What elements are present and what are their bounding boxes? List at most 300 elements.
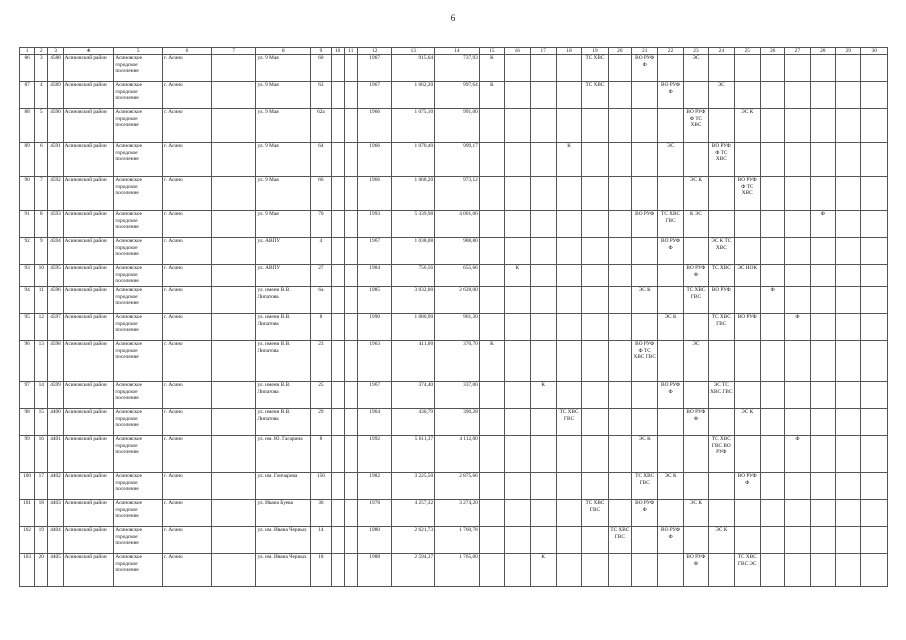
cell-col10	[331, 55, 344, 82]
cell-index: 5	[35, 109, 48, 143]
cell-col11	[344, 527, 357, 554]
column-header-4: 4	[63, 48, 114, 55]
cell-c24	[709, 473, 734, 500]
cell-c17	[530, 211, 556, 238]
cell-col11	[344, 55, 357, 82]
cell-c21	[632, 265, 658, 287]
cell-c24	[709, 177, 734, 211]
cell-row-number: 87	[20, 82, 35, 109]
cell-year-built: 1990	[357, 314, 392, 341]
column-header-1: 1	[20, 48, 35, 55]
cell-c16	[505, 143, 530, 177]
cell-street: ул. им. Гончарова	[256, 473, 311, 500]
cell-c30	[861, 82, 888, 109]
cell-year-built: 1967	[357, 55, 392, 82]
cell-municipality: Асиновский район	[63, 527, 114, 554]
cell-c20	[608, 109, 631, 143]
cell-year-built: 1993	[357, 211, 392, 238]
cell-c20	[608, 554, 631, 587]
cell-c23: ВО РУФ Ф	[683, 265, 708, 287]
cell-c22: ТС ХВС ГВС	[658, 211, 683, 238]
cell-c21	[632, 143, 658, 177]
cell-c19	[582, 473, 608, 500]
cell-c21	[632, 554, 658, 587]
table-row	[20, 82, 888, 109]
cell-col11	[344, 143, 357, 177]
cell-c30	[861, 238, 888, 265]
cell-city: г. Асино	[163, 287, 212, 314]
cell-col11	[344, 314, 357, 341]
cell-col11	[344, 554, 357, 587]
cell-total-area: 4 257,32	[392, 500, 435, 527]
cell-year-built: 1967	[357, 82, 392, 109]
cell-c21	[632, 82, 658, 109]
cell-street: ул. имени В.В. Липатова	[256, 287, 311, 314]
cell-col7	[211, 554, 256, 587]
cell-city: г. Асино	[163, 527, 212, 554]
column-header-2: 2	[35, 48, 48, 55]
cell-building-id: 4588	[48, 55, 63, 82]
cell-c29	[836, 143, 861, 177]
cell-c15	[479, 238, 504, 265]
cell-living-area: 997,64	[435, 82, 480, 109]
cell-city: г. Асино	[163, 500, 212, 527]
cell-street: ул. 9 Мая	[256, 143, 311, 177]
cell-c28: Ф	[810, 211, 835, 238]
cell-house-number: 29	[311, 409, 331, 436]
cell-living-area: 1 760,78	[435, 527, 480, 554]
cell-c30	[861, 55, 888, 82]
cell-living-area: 991,00	[435, 109, 480, 143]
cell-c16	[505, 341, 530, 382]
cell-c30	[861, 500, 888, 527]
cell-building-id: 4592	[48, 177, 63, 211]
cell-settlement: Асиновское городское поселение	[114, 177, 163, 211]
cell-c19	[582, 238, 608, 265]
cell-c19	[582, 109, 608, 143]
table-row	[20, 382, 888, 409]
cell-c23: К ЭС	[683, 211, 708, 238]
cell-c23	[683, 436, 708, 473]
cell-row-number: 100	[20, 473, 35, 500]
cell-city: г. Асино	[163, 473, 212, 500]
cell-c16	[505, 436, 530, 473]
cell-c28	[810, 238, 835, 265]
cell-living-area: 737,93	[435, 55, 480, 82]
cell-c20	[608, 82, 631, 109]
cell-c27	[785, 143, 810, 177]
cell-col11	[344, 177, 357, 211]
cell-c25	[734, 500, 760, 527]
cell-total-area: 5 611,37	[392, 436, 435, 473]
cell-col10	[331, 238, 344, 265]
cell-c30	[861, 314, 888, 341]
cell-c27	[785, 409, 810, 436]
column-header-18: 18	[556, 48, 581, 55]
cell-c26	[760, 554, 784, 587]
cell-c24: ТС ХВС	[709, 265, 734, 287]
cell-city: г. Асино	[163, 211, 212, 238]
cell-c16	[505, 382, 530, 409]
cell-city: г. Асино	[163, 238, 212, 265]
cell-c18	[556, 109, 581, 143]
cell-c19	[582, 554, 608, 587]
cell-row-number: 94	[20, 287, 35, 314]
cell-c29	[836, 314, 861, 341]
cell-c23: ЭС К	[683, 177, 708, 211]
cell-row-number: 89	[20, 143, 35, 177]
cell-col7	[211, 109, 256, 143]
cell-c25: ЭС К	[734, 109, 760, 143]
cell-settlement: Асиновское городское поселение	[114, 314, 163, 341]
cell-c17	[530, 500, 556, 527]
cell-c29	[836, 500, 861, 527]
cell-col10	[331, 177, 344, 211]
cell-c29	[836, 82, 861, 109]
cell-c21: ВО РУФ Ф	[632, 500, 658, 527]
cell-col10	[331, 527, 344, 554]
cell-total-area: 374,40	[392, 382, 435, 409]
column-header-5: 5	[114, 48, 163, 55]
cell-building-id: 4595	[48, 265, 63, 287]
cell-c24	[709, 341, 734, 382]
cell-c19	[582, 177, 608, 211]
cell-house-number: 70	[311, 211, 331, 238]
cell-building-id: 4594	[48, 238, 63, 265]
cell-c17	[530, 287, 556, 314]
cell-building-id: 4401	[48, 436, 63, 473]
cell-c20	[608, 314, 631, 341]
cell-c28	[810, 527, 835, 554]
column-header-17: 17	[530, 48, 556, 55]
cell-c21: ТС ХВС ГВС	[632, 473, 658, 500]
cell-total-area: 430,79	[392, 409, 435, 436]
cell-col7	[211, 473, 256, 500]
cell-row-number: 102	[20, 527, 35, 554]
cell-settlement: Асиновское городское поселение	[114, 143, 163, 177]
cell-row-number: 96	[20, 341, 35, 382]
cell-row-number: 90	[20, 177, 35, 211]
cell-c16	[505, 55, 530, 82]
cell-c18	[556, 436, 581, 473]
cell-city: г. Асино	[163, 265, 212, 287]
cell-c24: ВО РУФ	[709, 287, 734, 314]
cell-c23	[683, 238, 708, 265]
cell-c19	[582, 143, 608, 177]
cell-c15: К	[479, 82, 504, 109]
cell-year-built: 1964	[357, 409, 392, 436]
cell-c25: ЭС НОК	[734, 265, 760, 287]
cell-col7	[211, 527, 256, 554]
table-row	[20, 211, 888, 238]
cell-living-area: 1 765,00	[435, 554, 480, 587]
cell-c27	[785, 211, 810, 238]
cell-c24	[709, 554, 734, 587]
table-row	[20, 287, 888, 314]
cell-c25: ВО РУФ Ф ТС ХВС	[734, 177, 760, 211]
cell-c24: ЭС К	[709, 527, 734, 554]
cell-settlement: Асиновское городское поселение	[114, 382, 163, 409]
column-header-14: 14	[435, 48, 480, 55]
cell-index: 20	[35, 554, 48, 587]
cell-municipality: Асиновский район	[63, 500, 114, 527]
cell-c21	[632, 527, 658, 554]
cell-city: г. Асино	[163, 409, 212, 436]
cell-index: 6	[35, 143, 48, 177]
cell-c23: ЭС	[683, 341, 708, 382]
cell-c26	[760, 341, 784, 382]
cell-settlement: Асиновское городское поселение	[114, 211, 163, 238]
cell-c24: ЭС	[709, 82, 734, 109]
cell-c28	[810, 265, 835, 287]
cell-c22	[658, 409, 683, 436]
column-header-7: 7	[211, 48, 256, 55]
column-header-21: 21	[632, 48, 658, 55]
cell-total-area: 756,56	[392, 265, 435, 287]
cell-c15: К	[479, 341, 504, 382]
cell-c25: ВО РУФ Ф	[734, 473, 760, 500]
cell-c22	[658, 287, 683, 314]
column-header-24: 24	[709, 48, 734, 55]
cell-c17: К	[530, 382, 556, 409]
cell-c18	[556, 382, 581, 409]
cell-settlement: Асиновское городское поселение	[114, 473, 163, 500]
cell-c20	[608, 436, 631, 473]
cell-col10	[331, 109, 344, 143]
cell-c25	[734, 211, 760, 238]
cell-total-area: 1 080,90	[392, 314, 435, 341]
cell-street: ул. АВПУ	[256, 238, 311, 265]
cell-year-built: 1992	[357, 436, 392, 473]
cell-c22	[658, 109, 683, 143]
cell-c15	[479, 109, 504, 143]
cell-row-number: 95	[20, 314, 35, 341]
cell-city: г. Асино	[163, 436, 212, 473]
cell-c17	[530, 473, 556, 500]
cell-settlement: Асиновское городское поселение	[114, 109, 163, 143]
cell-c19	[582, 341, 608, 382]
cell-c29	[836, 554, 861, 587]
cell-c19	[582, 265, 608, 287]
cell-c15: К	[479, 55, 504, 82]
cell-building-id: 4400	[48, 409, 63, 436]
cell-c27	[785, 554, 810, 587]
cell-c28	[810, 409, 835, 436]
cell-c20	[608, 473, 631, 500]
cell-c15	[479, 143, 504, 177]
cell-living-area: 337,00	[435, 382, 480, 409]
cell-c20	[608, 143, 631, 177]
table-row	[20, 314, 888, 341]
cell-city: г. Асино	[163, 82, 212, 109]
table-row	[20, 143, 888, 177]
cell-col10	[331, 341, 344, 382]
cell-col10	[331, 82, 344, 109]
column-header-22: 22	[658, 48, 683, 55]
cell-building-id: 4403	[48, 500, 63, 527]
cell-street: ул. 9 Мая	[256, 82, 311, 109]
cell-total-area: 5 339,98	[392, 211, 435, 238]
cell-municipality: Асиновский район	[63, 265, 114, 287]
cell-c21	[632, 109, 658, 143]
cell-year-built: 1966	[357, 109, 392, 143]
cell-c26	[760, 265, 784, 287]
cell-house-number: 14	[311, 527, 331, 554]
column-header-11: 11	[344, 48, 357, 55]
cell-c28	[810, 109, 835, 143]
cell-c16	[505, 527, 530, 554]
cell-col10	[331, 554, 344, 587]
cell-row-number: 98	[20, 409, 35, 436]
cell-c28	[810, 177, 835, 211]
cell-c25	[734, 82, 760, 109]
cell-c29	[836, 177, 861, 211]
cell-c28	[810, 554, 835, 587]
cell-c30	[861, 211, 888, 238]
cell-col10	[331, 287, 344, 314]
cell-year-built: 1984	[357, 265, 392, 287]
cell-c26: Ф	[760, 287, 784, 314]
cell-c20	[608, 55, 631, 82]
cell-index: 13	[35, 341, 48, 382]
cell-c26	[760, 82, 784, 109]
cell-building-id: 4402	[48, 473, 63, 500]
column-header-15: 15	[479, 48, 504, 55]
table-row	[20, 341, 888, 382]
cell-c27	[785, 109, 810, 143]
cell-total-area: 1 070,40	[392, 143, 435, 177]
cell-index: 14	[35, 382, 48, 409]
cell-c22	[658, 177, 683, 211]
cell-c30	[861, 287, 888, 314]
cell-col7	[211, 409, 256, 436]
cell-municipality: Асиновский район	[63, 473, 114, 500]
cell-c30	[861, 382, 888, 409]
cell-c22: ЭС К	[658, 473, 683, 500]
cell-street: ул. 9 Мая	[256, 109, 311, 143]
cell-living-area: 3 274,20	[435, 500, 480, 527]
cell-c20	[608, 341, 631, 382]
cell-col11	[344, 500, 357, 527]
cell-c27	[785, 55, 810, 82]
cell-city: г. Асино	[163, 143, 212, 177]
column-header-12: 12	[357, 48, 392, 55]
cell-living-area: 999,17	[435, 143, 480, 177]
cell-living-area: 973,12	[435, 177, 480, 211]
cell-c23: ВО РУФ Ф ТС ХВС	[683, 109, 708, 143]
cell-c15	[479, 382, 504, 409]
cell-c25	[734, 341, 760, 382]
cell-col11	[344, 238, 357, 265]
cell-building-id: 4590	[48, 109, 63, 143]
cell-c23: ВО РУФ Ф	[683, 409, 708, 436]
cell-c17	[530, 82, 556, 109]
cell-c16	[505, 500, 530, 527]
cell-settlement: Асиновское городское поселение	[114, 436, 163, 473]
cell-total-area: 411,00	[392, 341, 435, 382]
cell-c24	[709, 211, 734, 238]
cell-c22	[658, 341, 683, 382]
cell-municipality: Асиновский район	[63, 238, 114, 265]
cell-c15	[479, 265, 504, 287]
cell-c18	[556, 473, 581, 500]
cell-c15	[479, 409, 504, 436]
cell-row-number: 101	[20, 500, 35, 527]
column-header-28: 28	[810, 48, 835, 55]
column-header-30: 30	[861, 48, 888, 55]
cell-municipality: Асиновский район	[63, 382, 114, 409]
table-body	[20, 55, 888, 587]
cell-c27	[785, 82, 810, 109]
cell-house-number: 36	[311, 500, 331, 527]
cell-c25	[734, 382, 760, 409]
column-header-20: 20	[608, 48, 631, 55]
cell-c27: Ф	[785, 314, 810, 341]
cell-c24	[709, 55, 734, 82]
cell-house-number: 8	[311, 314, 331, 341]
cell-street: ул. Ивана Буева	[256, 500, 311, 527]
cell-col7	[211, 436, 256, 473]
cell-c26	[760, 109, 784, 143]
cell-col11	[344, 341, 357, 382]
cell-city: г. Асино	[163, 177, 212, 211]
column-header-23: 23	[683, 48, 708, 55]
table-row	[20, 527, 888, 554]
cell-c19	[582, 527, 608, 554]
cell-col7	[211, 314, 256, 341]
cell-year-built: 1963	[357, 341, 392, 382]
cell-c18	[556, 82, 581, 109]
column-header-13: 13	[392, 48, 435, 55]
cell-house-number: 64	[311, 143, 331, 177]
cell-house-number: 8	[311, 436, 331, 473]
cell-municipality: Асиновский район	[63, 143, 114, 177]
cell-c22: ВО РУФ Ф	[658, 238, 683, 265]
cell-col11	[344, 382, 357, 409]
cell-c29	[836, 211, 861, 238]
cell-c27	[785, 238, 810, 265]
cell-c18: ТС ХВС ГВС	[556, 409, 581, 436]
cell-c21	[632, 314, 658, 341]
cell-c16	[505, 82, 530, 109]
cell-c29	[836, 341, 861, 382]
cell-living-area: 988,80	[435, 238, 480, 265]
cell-c26	[760, 409, 784, 436]
cell-index: 4	[35, 82, 48, 109]
cell-c30	[861, 409, 888, 436]
cell-c27	[785, 500, 810, 527]
cell-row-number: 86	[20, 55, 35, 82]
cell-col7	[211, 265, 256, 287]
cell-index: 10	[35, 265, 48, 287]
cell-c18	[556, 177, 581, 211]
cell-c25	[734, 55, 760, 82]
cell-c16	[505, 473, 530, 500]
cell-c20	[608, 211, 631, 238]
cell-c29	[836, 382, 861, 409]
cell-c24: ТС ХВС ГВС ВО РУФ	[709, 436, 734, 473]
cell-c17	[530, 238, 556, 265]
cell-c19: ТС ХВС ГВС	[582, 500, 608, 527]
column-header-3: 3	[48, 48, 63, 55]
cell-c19	[582, 382, 608, 409]
cell-c16: К	[505, 265, 530, 287]
cell-c22	[658, 55, 683, 82]
cell-c25	[734, 143, 760, 177]
cell-c30	[861, 143, 888, 177]
cell-c17	[530, 177, 556, 211]
cell-col7	[211, 341, 256, 382]
